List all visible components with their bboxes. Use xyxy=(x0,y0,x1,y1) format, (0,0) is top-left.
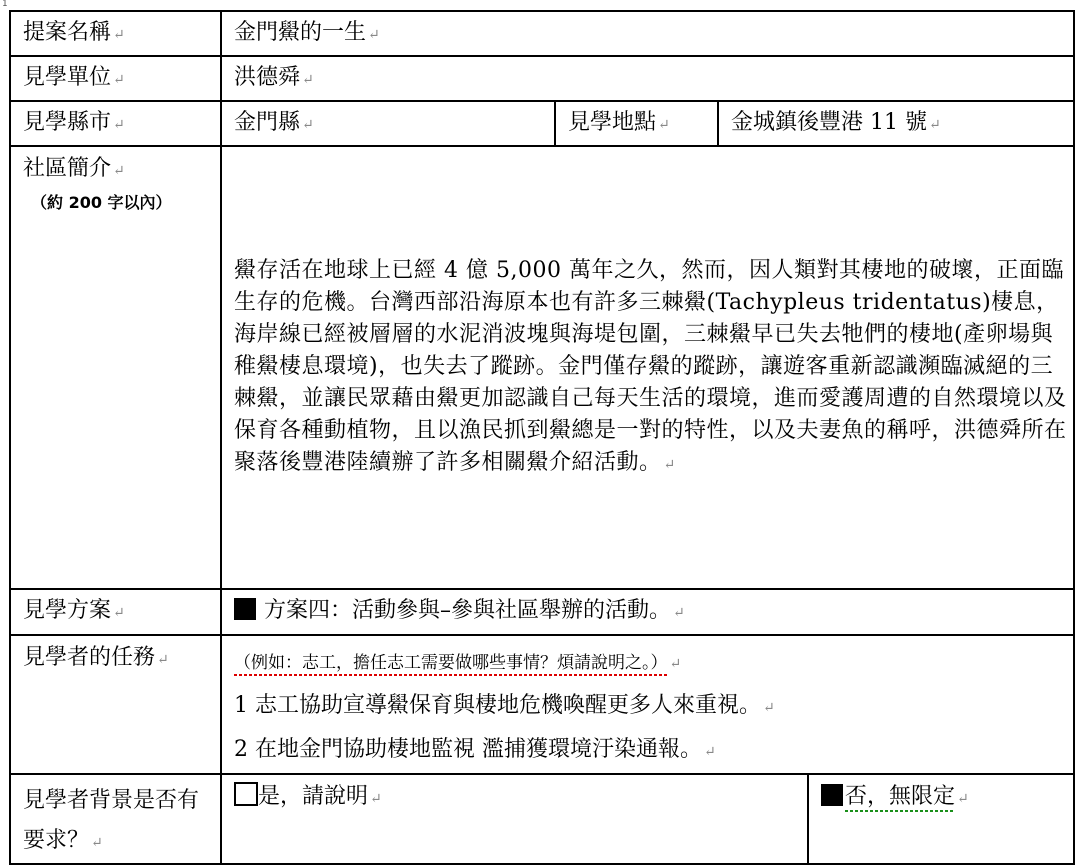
value-unit: 洪德舜 ↵ xyxy=(221,56,1074,101)
row-intro xyxy=(10,146,1074,589)
application-form-table xyxy=(9,10,1075,865)
value-tasks xyxy=(221,635,1074,774)
task-item-1: 1 志工協助宣導鱟保育與棲地危機喚醒更多人來重視。 ↵ xyxy=(234,693,775,718)
value-proposal: 金門鱟的一生 ↵ xyxy=(221,11,1074,56)
value-place: 金城鎮後豐港 11 號 ↵ xyxy=(718,101,1074,146)
row-plan xyxy=(10,589,1074,635)
row-tasks xyxy=(10,635,1074,774)
yes-checkbox xyxy=(234,782,258,806)
label-background: 見學者背景是否有要求？ ↵ xyxy=(10,774,221,864)
row-background xyxy=(10,774,1074,864)
row-county xyxy=(10,101,1074,146)
intro-text: 鱟存活在地球上已經 4 億 5,000 萬年之久，然而，因人類對其棲地的破壞，正面臨生存的危機。台灣西部沿海原本也有許多三棘鱟(Tachypleus tridentatus)棲息，海岸線已經被層層的水泥消波塊與海堤包圍，三棘鱟早已失去牠們的棲地(產卵場與稚鱟棲息環境)，也失去了蹤跡。金門僅存鱟的蹤跡，讓遊客重新認識瀕臨滅絕的三棘鱟，並讓民眾藉由鱟更加認識自己每天生活的環境，進而愛護周遭的自然環境以及保育各種動植物，且以漁民抓到鱟總是一對的特性，以及夫妻魚的稱呼，洪德舜所在聚落後豐港陸續辦了許多相關鱟介紹活動。 xyxy=(234,257,1067,475)
label-tasks: 見學者的任務 ↵ xyxy=(10,635,221,774)
label-plan: 見學方案 ↵ xyxy=(10,589,221,635)
intro-length-note: （約 200 字以內） xyxy=(31,193,172,212)
label-place: 見學地點 ↵ xyxy=(555,101,718,146)
page-marker: 1 xyxy=(2,0,8,9)
tasks-example: （例如：志工，擔任志工需要做哪些事情？煩請說明之。） ↵ xyxy=(234,653,682,673)
value-county: 金門縣 ↵ xyxy=(221,101,555,146)
label-county: 見學縣市 ↵ xyxy=(10,101,221,146)
task-item-2: 2 在地金門協助棲地監視 濫捕獲環境汙染通報。 ↵ xyxy=(234,737,716,762)
row-proposal xyxy=(10,11,1074,56)
label-proposal: 提案名稱 ↵ xyxy=(10,11,221,56)
value-background-no: 否，無限定 ↵ xyxy=(808,774,1074,864)
value-background-yes: 是，請說明 ↵ xyxy=(221,774,808,864)
plan-selected-box xyxy=(234,598,256,620)
no-checkbox-checked xyxy=(821,784,843,806)
row-unit xyxy=(10,56,1074,101)
label-intro: 社區簡介 ↵ （約 200 字以內） xyxy=(10,146,221,589)
label-unit: 見學單位 ↵ xyxy=(10,56,221,101)
value-intro: 鱟存活在地球上已經 4 億 5,000 萬年之久，然而，因人類對其棲地的破壞，正面臨生存的危機。台灣西部沿海原本也有許多三棘鱟(Tachypleus tridentatus)棲息，海岸線已經被層層的水泥消波塊與海堤包圍，三棘鱟早已失去牠們的棲地(產卵場與稚鱟棲息環境)，也失去了蹤跡。金門僅存鱟的蹤跡，讓遊客重新認識瀕臨滅絕的三棘鱟，並讓民眾藉由鱟更加認識自己每天生活的環境，進而愛護周遭的自然環境以及保育各種動植物，且以漁民抓到鱟總是一對的特性，以及夫妻魚的稱呼，洪德舜所在聚落後豐港陸續辦了許多相關鱟介紹活動。 ↵ xyxy=(221,146,1074,589)
value-plan: 方案四：活動參與–參與社區舉辦的活動。 ↵ xyxy=(221,589,1074,635)
